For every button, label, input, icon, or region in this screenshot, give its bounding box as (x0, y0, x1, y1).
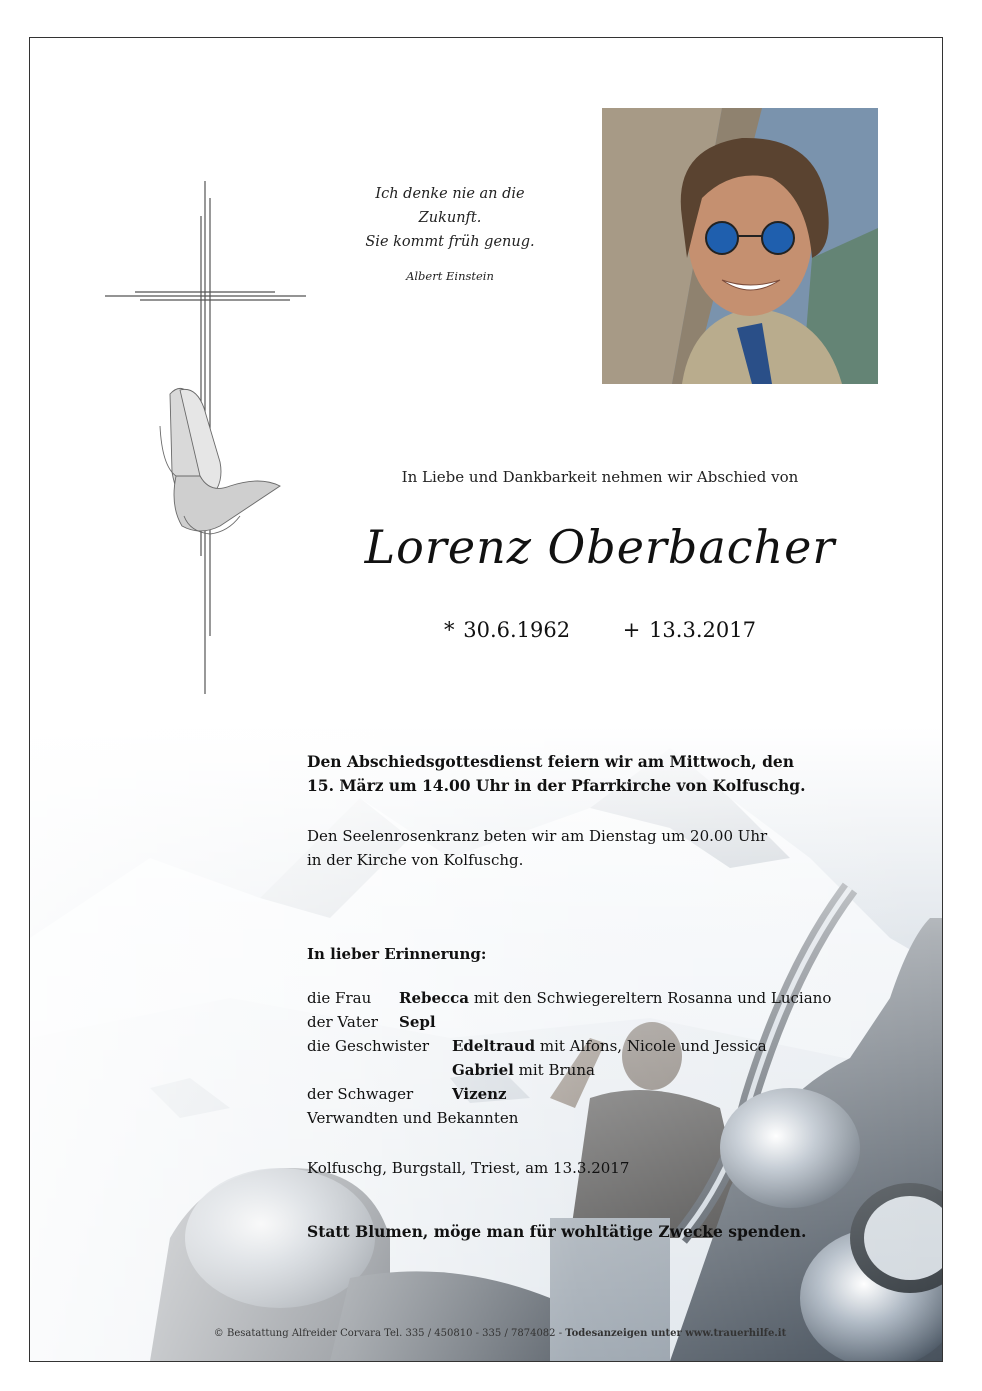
service-line: 15. März um 14.00 Uhr in der Pfarrkirche von Kolfuschg. (307, 776, 806, 795)
birth-date: * 30.6.1962 (444, 618, 571, 642)
obituary-page (29, 37, 943, 1362)
praying-hands-icon (160, 388, 280, 534)
quote-line: Ich denke nie an die (375, 186, 525, 202)
mourner-name: Vizenz (452, 1085, 507, 1103)
mourner-rest: mit den Schwiegereltern Rosanna und Luciano (473, 989, 832, 1007)
list-item (307, 1010, 831, 1034)
portrait-photo (602, 108, 878, 384)
funeral-service-info (307, 750, 907, 798)
relation: Verwandten und Bekannten (307, 1109, 519, 1127)
list-item (307, 1082, 831, 1106)
relation: die Frau (307, 989, 372, 1007)
mourner-name: Gabriel (452, 1061, 514, 1079)
footer-credits (160, 1328, 840, 1339)
mourner-name: Rebecca (399, 989, 470, 1007)
list-item (307, 986, 831, 1010)
relation: der Vater (307, 1013, 378, 1031)
intro-text: In Liebe und Dankbarkeit nehmen wir Abschied von (401, 468, 799, 486)
donation-note: Statt Blumen, möge man für wohltätige Zwecke spenden. (307, 1222, 807, 1241)
quote-line: Sie kommt früh genug. (365, 234, 535, 250)
list-item (307, 1034, 831, 1058)
relation: der Schwager (307, 1085, 414, 1103)
place-and-date: Kolfuschg, Burgstall, Triest, am 13.3.2017 (307, 1159, 630, 1177)
footer-website: Todesanzeigen unter www.trauerhilfe.it (565, 1328, 787, 1339)
relation: die Geschwister (307, 1037, 430, 1055)
epigraph-quote (330, 182, 570, 288)
mourner-name: Sepl (399, 1013, 436, 1031)
death-date: + 13.3.2017 (622, 618, 756, 642)
deceased-name: Lorenz Oberbacher (364, 520, 836, 574)
service-line: Den Abschiedsgottesdienst feiern wir am Mittwoch, den (307, 752, 795, 771)
mourner-rest: mit Bruna (518, 1061, 595, 1079)
rosary-line: in der Kirche von Kolfuschg. (307, 851, 524, 869)
list-item (307, 1106, 831, 1130)
memory-heading: In lieber Erinnerung: (307, 945, 487, 963)
list-item (307, 1058, 831, 1082)
cross-praying-hands-icon (100, 176, 310, 696)
mourners-list (307, 986, 831, 1130)
rosary-line: Den Seelenrosenkranz beten wir am Dienstag um 20.00 Uhr (307, 827, 768, 845)
quote-line: Zukunft. (418, 210, 482, 226)
footer-company: © Besatattung Alfreider Corvara Tel. 335 / 450810 - 335 / 7874082 - (213, 1328, 563, 1339)
rosary-info (307, 824, 907, 872)
life-dates (330, 618, 870, 642)
mourner-rest: mit Alfons, Nicole und Jessica (539, 1037, 767, 1055)
mourner-name: Edeltraud (452, 1037, 536, 1055)
quote-author: Albert Einstein (406, 269, 494, 283)
